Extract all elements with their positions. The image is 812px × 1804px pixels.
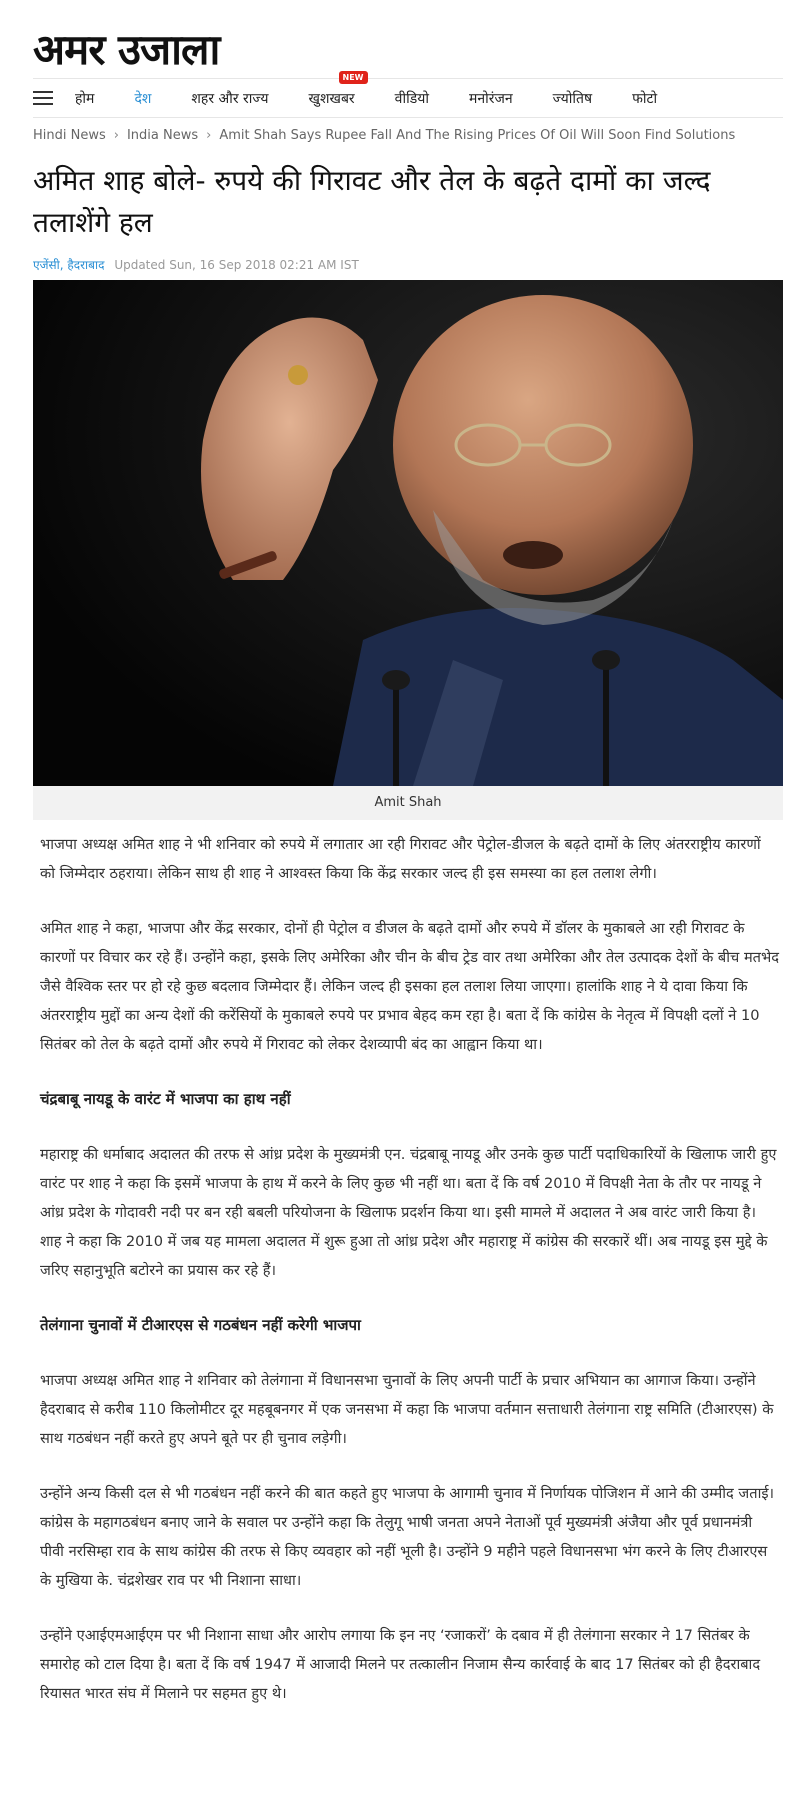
subheading-telangana: तेलंगाना चुनावों में टीआरएस से गठबंधन नहीं करेगी भाजपा bbox=[40, 1316, 361, 1334]
photo-caption: Amit Shah bbox=[33, 786, 783, 820]
article-title: अमित शाह बोले- रुपये की गिरावट और तेल के बढ़ते दामों का जल्द तलाशेंगे हल bbox=[33, 164, 711, 239]
logo-text: अमर उजाला bbox=[33, 25, 220, 74]
nav-item-astrology[interactable]: ज्योतिष bbox=[552, 90, 593, 107]
article-photo[interactable] bbox=[33, 280, 783, 786]
paragraph-1: भाजपा अध्यक्ष अमित शाह ने भी शनिवार को रुपये में लगातार आ रही गिरावट और पेट्रोल-डीजल के बढ़ते दामों के लिए अंतरराष्ट्रीय कारणों को जिम्मेदार ठहराया। लेकिन साथ ही शाह ने आश्वस्त किया कि केंद्र सरकार जल्द ही इस समस्या का हल तलाश लेगी। bbox=[40, 836, 761, 882]
subheading-naidu: चंद्रबाबू नायडू के वारंट में भाजपा का हाथ नहीं bbox=[40, 1090, 291, 1108]
nav-item-home[interactable]: होम bbox=[75, 90, 95, 107]
chevron-right-icon: › bbox=[113, 128, 119, 143]
article-body bbox=[40, 830, 780, 1734]
menu-icon[interactable] bbox=[33, 91, 53, 105]
nav-item-desh[interactable]: देश bbox=[134, 90, 152, 107]
nav-item-video[interactable]: वीडियो bbox=[394, 90, 429, 107]
paragraph-4: भाजपा अध्यक्ष अमित शाह ने शनिवार को तेलंगाना में विधानसभा चुनावों के लिए अपनी पार्टी के प्रचार अभियान का आगाज किया। उन्होंने हैदराबाद से करीब 110 किलोमीटर दूर महबूबनगर में एक जनसभा में कहा कि भाजपा वर्तमान सत्ताधारी तेलंगाना राष्ट्र समिति (टीआरएस) के साथ गठबंधन नहीं करते हुए अपने बूते पर ही चुनाव लड़ेगी। bbox=[40, 1372, 774, 1447]
nav-item-good-news[interactable] bbox=[308, 72, 364, 108]
paragraph-3: महाराष्ट्र की धर्माबाद अदालत की तरफ से आंध्र प्रदेश के मुख्यमंत्री एन. चंद्रबाबू नायडू और उनके कुछ पार्टी पदाधिकारियों के खिलाफ जारी हुए वारंट पर शाह ने कहा कि इसमें भाजपा के हाथ में करने के लिए कुछ भी नहीं था। बता दें कि वर्ष 2010 में विपक्षी नेता के तौर पर नायडू ने आंध्र प्रदेश के गोदावरी नदी पर बन रही बबली परियोजना के खिलाफ प्रदर्शन किया था। इसी मामले में अदालत ने अब वारंट जारी किया है। शाह ने कहा कि 2010 में जब यह मामला अदालत में शुरू हुआ तो आंध्र प्रदेश और महाराष्ट्र में कांग्रेस की सरकारें थीं। अब नायडू इस मुद्दे के जरिए सहानुभूति बटोरने का प्रयास कर रहे हैं। bbox=[40, 1146, 777, 1279]
nav-item-photo[interactable]: फोटो bbox=[632, 90, 658, 107]
breadcrumb-current[interactable]: Amit Shah Says Rupee Fall And The Rising Prices Of Oil Will Soon Find Solutions bbox=[219, 128, 736, 143]
chevron-right-icon: › bbox=[206, 128, 212, 143]
paragraph-6: उन्होंने एआईएमआईएम पर भी निशाना साधा और आरोप लगाया कि इन नए ‘रजाकरों’ के दबाव में ही तेलंगाना सरकार ने 17 सितंबर के समारोह को टाल दिया है। बता दें कि वर्ष 1947 में आजादी मिलने पर तत्कालीन निजाम सैन्य कार्रवाई के बाद 17 सितंबर को ही हैदराबाद रियासत भारत संघ में मिलाने पर सहमत हुए थे। bbox=[40, 1627, 761, 1702]
breadcrumb-india-news[interactable]: India News bbox=[126, 128, 199, 143]
nav-item-good-news-label: खुशखबर bbox=[308, 90, 355, 107]
nav-item-entertainment[interactable]: मनोरंजन bbox=[468, 90, 513, 107]
site-logo[interactable] bbox=[33, 24, 219, 76]
paragraph-5: उन्होंने अन्य किसी दल से भी गठबंधन नहीं करने की बात कहते हुए भाजपा के आगामी चुनाव में निर्णायक पोजिशन में आने की उम्मीद जताई। कांग्रेस के महागठबंधन बनाए जाने के सवाल पर उन्होंने कहा कि तेलुगू भाषी जनता अपने नेताओं पूर्व मुख्यमंत्री अंजैया और पूर्व प्रधानमंत्री पीवी नरसिम्हा राव के साथ कांग्रेस की तरफ से किए व्यवहार को नहीं भूली है। उन्होंने 9 महीने पहले विधानसभा भंग करने के लिए टीआरएस के मुखिया के. चंद्रशेखर राव पर भी निशाना साधा। bbox=[40, 1485, 775, 1589]
paragraph-2: अमित शाह ने कहा, भाजपा और केंद्र सरकार, दोनों ही पेट्रोल व डीजल के बढ़ते दामों और रुपये में डॉलर के मुकाबले आ रही गिरावट के कारणों पर विचार कर रहे हैं। उन्होंने कहा, इसके लिए अमेरिका और चीन के बीच ट्रेड वार तथा अमेरिका और तेल उत्पादक देशों के बीच मतभेद जैसे वैश्विक स्तर पर हो रहे कुछ बदलाव जिम्मेदार हैं। लेकिन जल्द ही इसका हल तलाश लिया जाएगा। हालांकि शाह ने ये दावा किया कि अंतरराष्ट्रीय मुद्दों का अन्य देशों की करेंसियों के मुकाबले रुपये पर प्रभाव बेहद कम रहा है। बता दें कि कांग्रेस के नेतृत्व में विपक्षी दलों ने 10 सितंबर को तेल के बढ़ते दामों और रुपये में गिरावट को लेकर देशव्यापी बंद का आह्वान किया था। bbox=[40, 920, 779, 1053]
new-badge: NEW bbox=[339, 71, 368, 84]
byline-updated: Updated Sun, 16 Sep 2018 02:21 AM IST bbox=[114, 258, 359, 272]
byline-agency[interactable]: एजेंसी, हैदराबाद bbox=[33, 258, 105, 272]
nav-item-city-state[interactable]: शहर और राज्य bbox=[191, 90, 269, 107]
portrait-image bbox=[33, 280, 783, 786]
breadcrumb-hindi-news[interactable]: Hindi News bbox=[33, 128, 106, 143]
byline bbox=[33, 256, 359, 273]
main-nav bbox=[33, 72, 783, 118]
breadcrumb bbox=[33, 128, 735, 143]
